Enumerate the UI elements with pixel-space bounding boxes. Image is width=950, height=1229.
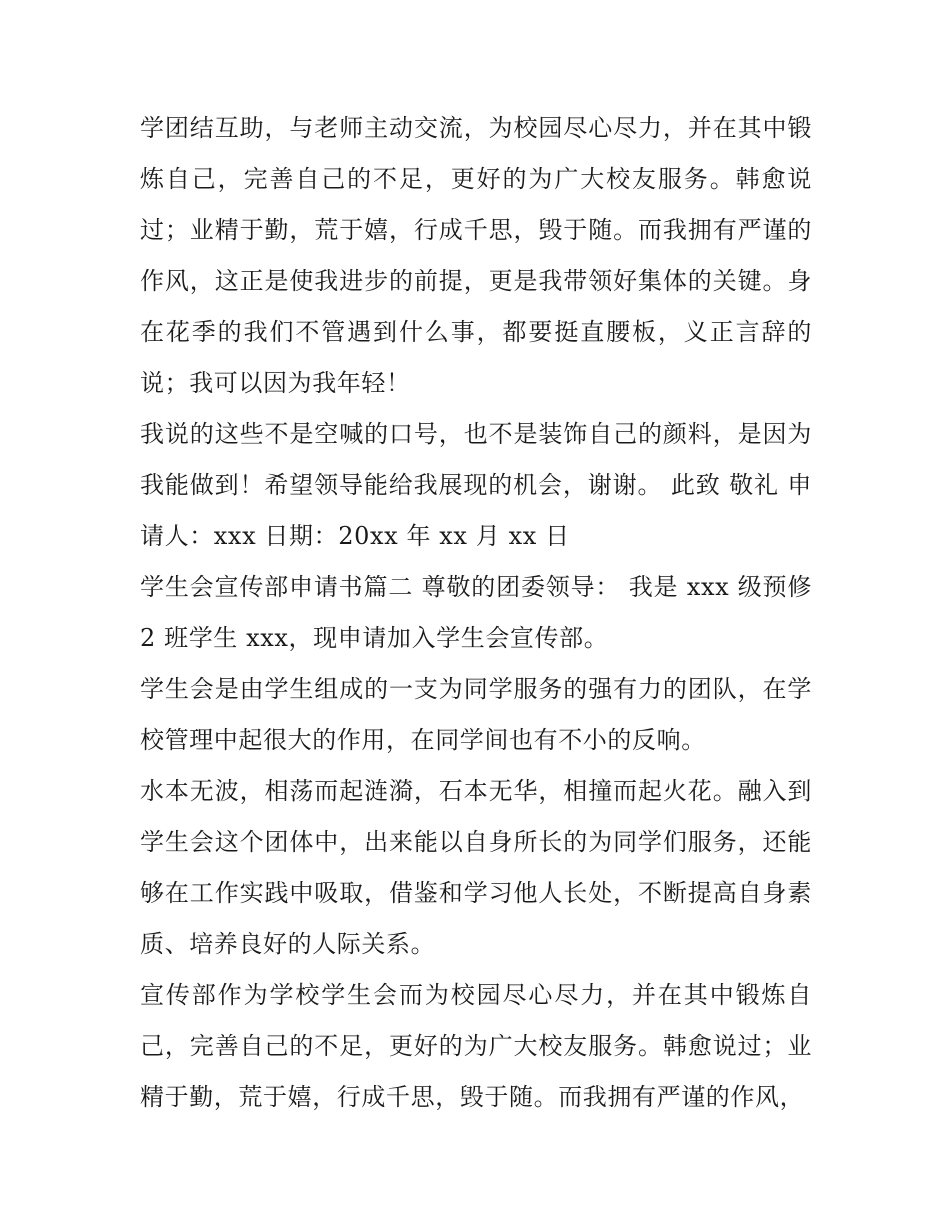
paragraph-student-union-description: 学生会是由学生组成的一支为同学服务的强有力的团队，在学校管理中起很大的作用，在同学间也有不小的反响。 <box>140 675 812 754</box>
paragraph-second-letter-heading: 学生会宣传部申请书篇二 尊敬的团委领导： 我是 xxx 级预修 2 班学生 xxx，现申请加入学生会宣传部。 <box>140 573 812 652</box>
paragraph-publicity-department: 宣传部作为学校学生会而为校园尽心尽力，并在其中锻炼自己，完善自己的不足，更好的为广大校友服务。韩愈说过；业精于勤，荒于嬉，行成千思，毁于随。而我拥有严谨的作风， <box>140 981 812 1111</box>
paragraph-intro-continuation: 学团结互助，与老师主动交流，为校园尽心尽力，并在其中锻炼自己，完善自己的不足，更好的为广大校友服务。韩愈说过；业精于勤，荒于嬉，行成千思，毁于随。而我拥有严谨的作风，这正是使我进步的前提，更是我带领好集体的关键。身在花季的我们不管遇到什么事，都要挺直腰板，义正言辞的说；我可以因为我年轻！ <box>140 114 812 397</box>
document-body <box>140 103 812 1123</box>
paragraph-closing-signature: 我说的这些不是空喊的口号，也不是装饰自己的颜料，是因为我能做到！希望领导能给我展现的机会，谢谢。 此致 敬礼 申请人：xxx 日期：20xx 年 xx 月 xx 日 <box>140 420 812 550</box>
paragraph-water-and-stone: 水本无波，相荡而起涟漪，石本无华，相撞而起火花。融入到学生会这个团体中，出来能以自身所长的为同学们服务，还能够在工作实践中吸取，借鉴和学习他人长处，不断提高自身素质、培养良好的人际关系。 <box>140 777 812 958</box>
